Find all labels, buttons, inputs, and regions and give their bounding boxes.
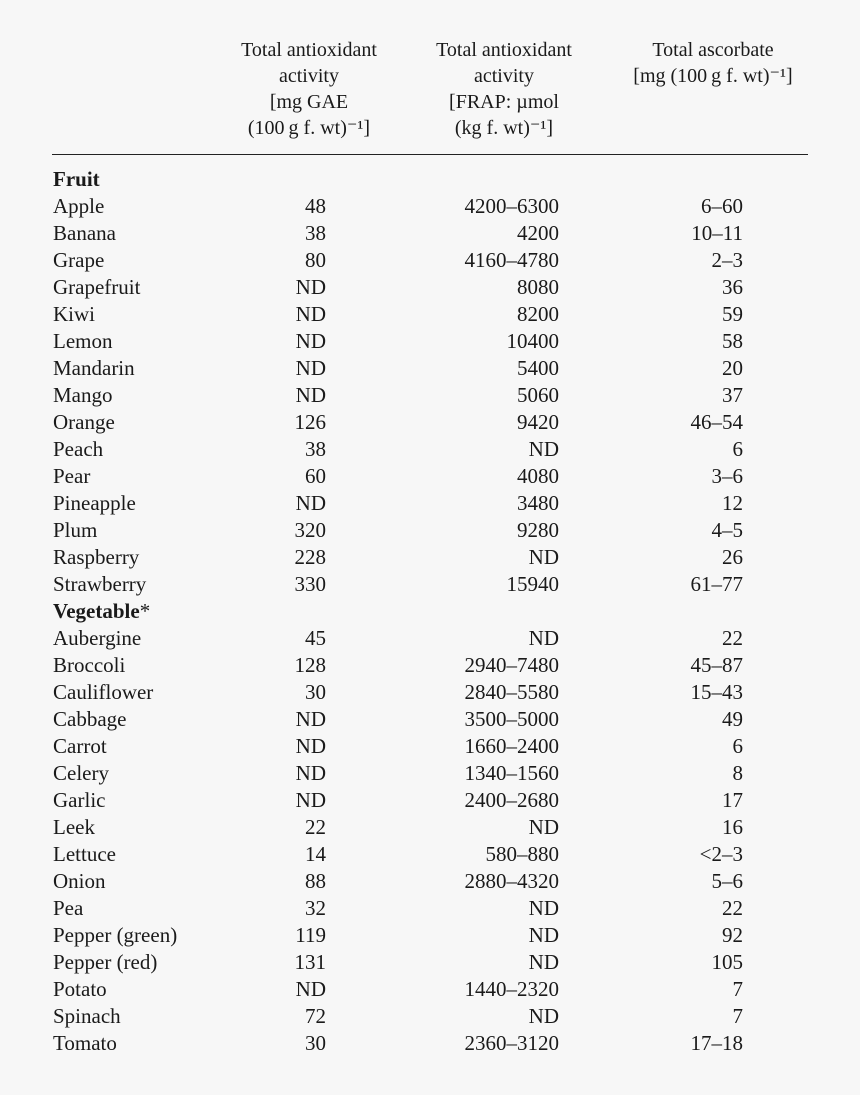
ascorbate-value: 5–6 (711, 869, 743, 893)
ascorbate-value: 17 (722, 788, 743, 812)
food-name: Lettuce (53, 842, 116, 866)
ascorbate-value: 92 (722, 923, 743, 947)
gae-value: 320 (294, 518, 326, 542)
ascorbate-value: 6 (732, 734, 743, 758)
header-total-antioxidant-gae (218, 37, 400, 141)
frap-value: 1440–2320 (464, 977, 559, 1001)
frap-value: ND (528, 1004, 559, 1028)
frap-value: 2940–7480 (464, 653, 559, 677)
ascorbate-value: 20 (722, 356, 743, 380)
ascorbate-value: 10–11 (691, 221, 743, 245)
gae-value: 88 (305, 869, 326, 893)
table-row (0, 679, 860, 706)
food-name: Cabbage (53, 707, 127, 731)
frap-value: 3500–5000 (464, 707, 559, 731)
ascorbate-value: <2–3 (699, 842, 743, 866)
table-row (0, 247, 860, 274)
gae-value: ND (295, 329, 326, 353)
frap-value: ND (528, 626, 559, 650)
table-row (0, 436, 860, 463)
gae-value: ND (295, 761, 326, 785)
table-row (0, 625, 860, 652)
frap-value: ND (528, 437, 559, 461)
header-line: Total ascorbate (652, 39, 774, 61)
gae-value: ND (295, 788, 326, 812)
ascorbate-value: 12 (722, 491, 743, 515)
frap-value: 580–880 (485, 842, 559, 866)
gae-value: ND (295, 977, 326, 1001)
header-line: (100 g f. wt)⁻¹] (247, 117, 371, 139)
table-row (0, 220, 860, 247)
food-name: Leek (53, 815, 95, 839)
ascorbate-value: 17–18 (690, 1031, 743, 1055)
table-row (0, 895, 860, 922)
food-name: Mango (53, 383, 113, 407)
food-name: Kiwi (53, 302, 95, 326)
table-row (0, 922, 860, 949)
ascorbate-value: 7 (732, 977, 743, 1001)
gae-value: 128 (294, 653, 326, 677)
ascorbate-value: 7 (732, 1004, 743, 1028)
ascorbate-value: 6–60 (701, 194, 743, 218)
food-name: Orange (53, 410, 115, 434)
gae-value: ND (295, 356, 326, 380)
header-line: Total antioxidant (436, 39, 572, 61)
gae-value: ND (295, 734, 326, 758)
gae-value: 80 (305, 248, 326, 272)
table-row (0, 382, 860, 409)
section-header-row (0, 166, 860, 193)
ascorbate-value: 2–3 (711, 248, 743, 272)
frap-value: 1340–1560 (464, 761, 559, 785)
food-name: Strawberry (53, 572, 147, 596)
table-row (0, 463, 860, 490)
frap-value: ND (528, 923, 559, 947)
gae-value: 48 (305, 194, 326, 218)
ascorbate-value: 49 (722, 707, 743, 731)
frap-value: 4200–6300 (464, 194, 559, 218)
header-total-ascorbate (608, 37, 818, 89)
frap-value: 3480 (517, 491, 559, 515)
table-row (0, 328, 860, 355)
header-total-antioxidant-frap (413, 37, 595, 141)
ascorbate-value: 45–87 (690, 653, 743, 677)
section-title-text: Fruit (53, 167, 100, 191)
gae-value: 30 (305, 1031, 326, 1055)
gae-value: 32 (305, 896, 326, 920)
table-row (0, 706, 860, 733)
table-row (0, 760, 860, 787)
frap-value: 9280 (517, 518, 559, 542)
gae-value: 119 (295, 923, 326, 947)
section-title-text: Vegetable (53, 599, 140, 623)
ascorbate-value: 105 (711, 950, 743, 974)
food-name: Pepper (green) (53, 923, 178, 947)
header-line: activity (474, 65, 534, 87)
food-name: Peach (53, 437, 104, 461)
table-row (0, 193, 860, 220)
frap-value: 15940 (506, 572, 559, 596)
gae-value: 30 (305, 680, 326, 704)
table-row (0, 787, 860, 814)
ascorbate-value: 6 (732, 437, 743, 461)
food-name: Mandarin (53, 356, 135, 380)
food-name: Plum (53, 518, 98, 542)
frap-value: ND (528, 950, 559, 974)
frap-value: ND (528, 896, 559, 920)
gae-value: 60 (305, 464, 326, 488)
food-name: Grapefruit (53, 275, 141, 299)
ascorbate-value: 15–43 (690, 680, 743, 704)
header-line: [mg (100 g f. wt)⁻¹] (633, 65, 793, 87)
ascorbate-value: 61–77 (690, 572, 743, 596)
section-title (53, 598, 150, 625)
gae-value: 126 (294, 410, 326, 434)
frap-value: ND (528, 545, 559, 569)
table-row (0, 976, 860, 1003)
table-row (0, 517, 860, 544)
food-name: Apple (53, 194, 105, 218)
table-row (0, 544, 860, 571)
food-name: Grape (53, 248, 105, 272)
gae-value: 22 (305, 815, 326, 839)
ascorbate-value: 22 (722, 626, 743, 650)
frap-value: 4160–4780 (464, 248, 559, 272)
food-name: Potato (53, 977, 107, 1001)
table-row (0, 409, 860, 436)
header-line: (kg f. wt)⁻¹] (454, 117, 554, 139)
header-line: activity (279, 65, 339, 87)
food-name: Pea (53, 896, 84, 920)
ascorbate-value: 59 (722, 302, 743, 326)
frap-value: 5400 (517, 356, 559, 380)
ascorbate-value: 22 (722, 896, 743, 920)
header-line: [FRAP: µmol (449, 91, 559, 113)
table-row (0, 355, 860, 382)
food-name: Onion (53, 869, 106, 893)
frap-value: 2360–3120 (464, 1031, 559, 1055)
food-name: Lemon (53, 329, 113, 353)
gae-value: ND (295, 383, 326, 407)
food-name: Aubergine (53, 626, 142, 650)
gae-value: ND (295, 491, 326, 515)
table-row (0, 733, 860, 760)
food-name: Spinach (53, 1004, 121, 1028)
food-name: Raspberry (53, 545, 140, 569)
ascorbate-value: 37 (722, 383, 743, 407)
gae-value: ND (295, 707, 326, 731)
ascorbate-value: 16 (722, 815, 743, 839)
gae-value: ND (295, 302, 326, 326)
table-row (0, 841, 860, 868)
food-name: Pepper (red) (53, 950, 158, 974)
table-row (0, 1003, 860, 1030)
frap-value: 2400–2680 (464, 788, 559, 812)
table-row (0, 814, 860, 841)
frap-value: 2880–4320 (464, 869, 559, 893)
gae-value: 131 (294, 950, 326, 974)
frap-value: 8080 (517, 275, 559, 299)
section-header-row (0, 598, 860, 625)
gae-value: 38 (305, 437, 326, 461)
section-title (53, 166, 100, 193)
food-name: Celery (53, 761, 109, 785)
table-row (0, 571, 860, 598)
header-rule (52, 154, 808, 155)
frap-value: 4200 (517, 221, 559, 245)
frap-value: 8200 (517, 302, 559, 326)
food-name: Tomato (53, 1031, 117, 1055)
gae-value: 330 (294, 572, 326, 596)
gae-value: 45 (305, 626, 326, 650)
food-name: Carrot (53, 734, 107, 758)
ascorbate-value: 46–54 (690, 410, 743, 434)
table-body (0, 166, 860, 1057)
frap-value: 4080 (517, 464, 559, 488)
food-name: Banana (53, 221, 116, 245)
table-row (0, 868, 860, 895)
gae-value: 72 (305, 1004, 326, 1028)
table-row (0, 1030, 860, 1057)
frap-value: 10400 (506, 329, 559, 353)
gae-value: ND (295, 275, 326, 299)
ascorbate-value: 36 (722, 275, 743, 299)
food-name: Broccoli (53, 653, 126, 677)
ascorbate-value: 3–6 (711, 464, 743, 488)
food-name: Pear (53, 464, 91, 488)
table-row (0, 652, 860, 679)
food-name: Garlic (53, 788, 106, 812)
footnote-marker: * (139, 599, 151, 623)
ascorbate-value: 26 (722, 545, 743, 569)
header-line: Total antioxidant (241, 39, 377, 61)
frap-value: 1660–2400 (464, 734, 559, 758)
table-row (0, 949, 860, 976)
ascorbate-value: 4–5 (711, 518, 743, 542)
frap-value: 2840–5580 (464, 680, 559, 704)
gae-value: 228 (294, 545, 326, 569)
food-name: Pineapple (53, 491, 136, 515)
food-name: Cauliflower (53, 680, 154, 704)
table-row (0, 490, 860, 517)
table-row (0, 301, 860, 328)
ascorbate-value: 58 (722, 329, 743, 353)
gae-value: 38 (305, 221, 326, 245)
table-row (0, 274, 860, 301)
header-line: [mg GAE (269, 91, 349, 113)
frap-value: 5060 (517, 383, 559, 407)
gae-value: 14 (305, 842, 326, 866)
frap-value: ND (528, 815, 559, 839)
frap-value: 9420 (517, 410, 559, 434)
ascorbate-value: 8 (732, 761, 743, 785)
